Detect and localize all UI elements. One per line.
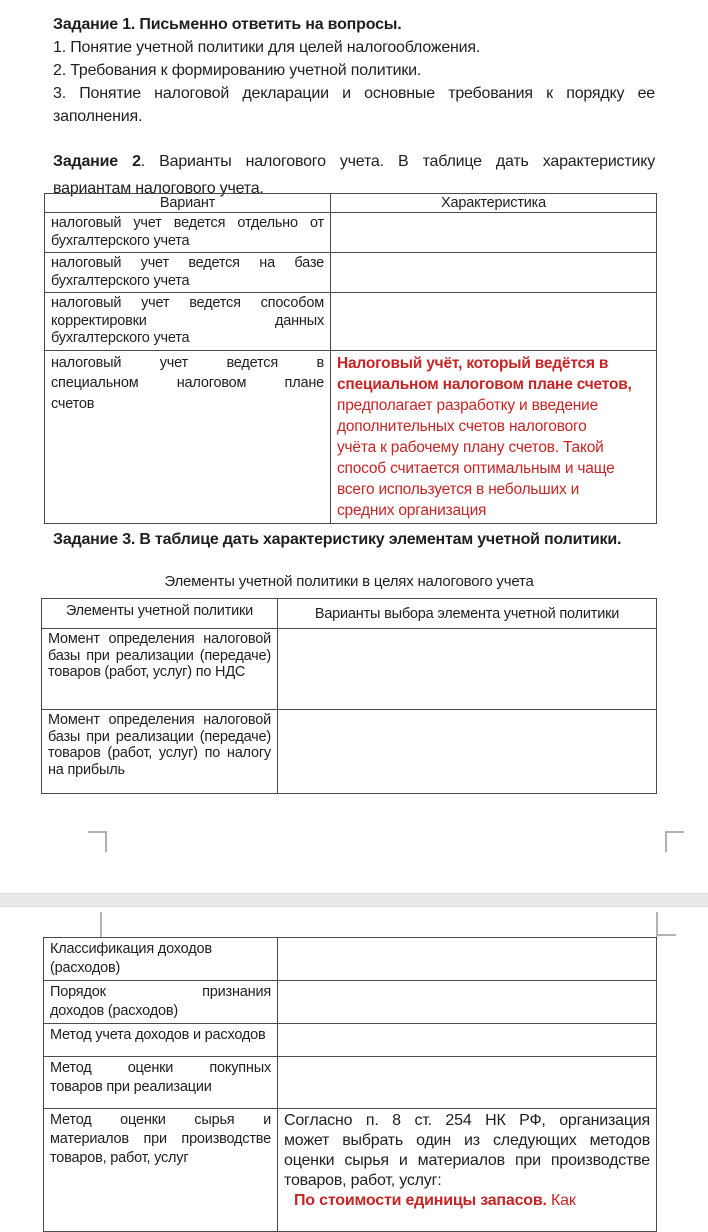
task3-table-header-row [42, 599, 657, 629]
red-bold-fragment: По стоимости единицы запасов. [294, 1192, 547, 1209]
red-regular-fragment: Как [546, 1192, 576, 1209]
options-cell-empty [278, 1057, 657, 1109]
table-row [44, 1024, 657, 1057]
task3-table [41, 598, 657, 794]
page1-bottom-left-crop-mark [88, 831, 107, 852]
table-row [42, 710, 657, 794]
table-row [44, 1057, 657, 1109]
table-row [44, 938, 657, 981]
table-row [44, 1109, 657, 1232]
task2-table [44, 193, 657, 524]
variant-cell: налоговый учет ведется отдельно от бухгалтерского учета [45, 213, 331, 253]
table-row [44, 981, 657, 1024]
answer-regular-text: предполагает разработку и введение дополнительных счетов налогового учёта к рабочему плану счетов. Такой способ считается оптимальным и чаще всего используется в небольших и средних организация [337, 396, 615, 519]
task2-heading-line [53, 148, 655, 175]
task2-intro-line2: вариантам налогового учета. [53, 180, 264, 197]
table-row [45, 350, 657, 523]
characteristic-cell-empty [331, 213, 657, 253]
table-row [45, 293, 657, 351]
variant-cell: налоговый учет ведется способом корректировки данных бухгалтерского учета [45, 293, 331, 351]
table-row [42, 629, 657, 710]
task3-heading: Задание 3. В таблице дать характеристику элементам учетной политики. [53, 531, 622, 548]
element-cell: Классификация доходов (расходов) [44, 938, 278, 981]
task3-col-options: Варианты выбора элемента учетной политики [278, 599, 657, 629]
options-answer-text: Согласно п. 8 ст. 254 НК РФ, организация может выбрать один из следующих методов оценки сырья и материалов при производстве товаров, работ, услуг: [284, 1112, 650, 1189]
options-cell-empty [278, 981, 657, 1024]
characteristic-cell-empty [331, 253, 657, 293]
task2-table-header-row [45, 194, 657, 213]
options-cell-empty [278, 1024, 657, 1057]
page-divider [0, 893, 708, 907]
element-cell: Момент определения налоговой базы при реализации (передаче) товаров (работ, услуг) по НДС [42, 629, 278, 710]
options-cell-empty [278, 938, 657, 981]
page2-table [43, 937, 657, 1232]
answer-bold-text: Налоговый учёт, который ведётся в специальном налоговом плане счетов, [337, 354, 632, 393]
element-cell: Метод учета доходов и расходов [44, 1024, 278, 1057]
task3-table-caption: Элементы учетной политики в целях налогового учета [164, 573, 534, 590]
variant-cell: налоговый учет ведется в специальном налоговом плане счетов [45, 350, 331, 523]
task1-question-1: 1. Понятие учетной политики для целей налогообложения. [53, 39, 481, 56]
options-cell-answer [278, 1109, 657, 1232]
element-cell: Порядок признания доходов (расходов) [44, 981, 278, 1024]
options-cell-empty [278, 710, 657, 794]
task2-col-variant: Вариант [45, 194, 331, 213]
task1-question-3-line2: заполнения. [53, 108, 143, 125]
task2-heading-bold: Задание 2 [53, 153, 141, 170]
table-row [45, 253, 657, 293]
task1-block [53, 13, 655, 128]
table-row [45, 213, 657, 253]
task2-col-characteristic: Характеристика [331, 194, 657, 213]
task1-question-3-line1: 3. Понятие налоговой декларации и основные требования к порядку ее [53, 85, 655, 102]
task1-question-2: 2. Требования к формированию учетной политики. [53, 62, 422, 79]
page2-top-left-crop-mark [100, 912, 102, 937]
element-cell: Метод оценки сырья и материалов при производстве товаров, работ, услуг [44, 1109, 278, 1232]
task2-heading-rest: . Варианты налогового учета. В таблице дать характеристику [140, 153, 656, 170]
task1-heading: Задание 1. Письменно ответить на вопросы. [53, 16, 402, 33]
options-answer-red-line [284, 1191, 650, 1211]
element-cell: Момент определения налоговой базы при реализации (передаче) товаров (работ, услуг) по налогу на прибыль [42, 710, 278, 794]
variant-cell: налоговый учет ведется на базе бухгалтерского учета [45, 253, 331, 293]
page2-top-right-crop-mark-stub [658, 934, 676, 936]
options-cell-empty [278, 629, 657, 710]
element-cell: Метод оценки покупных товаров при реализации [44, 1057, 278, 1109]
task3-col-elements: Элементы учетной политики [42, 599, 278, 629]
page1-bottom-right-crop-mark [665, 831, 684, 852]
characteristic-cell-answer [331, 350, 657, 523]
characteristic-cell-empty [331, 293, 657, 351]
